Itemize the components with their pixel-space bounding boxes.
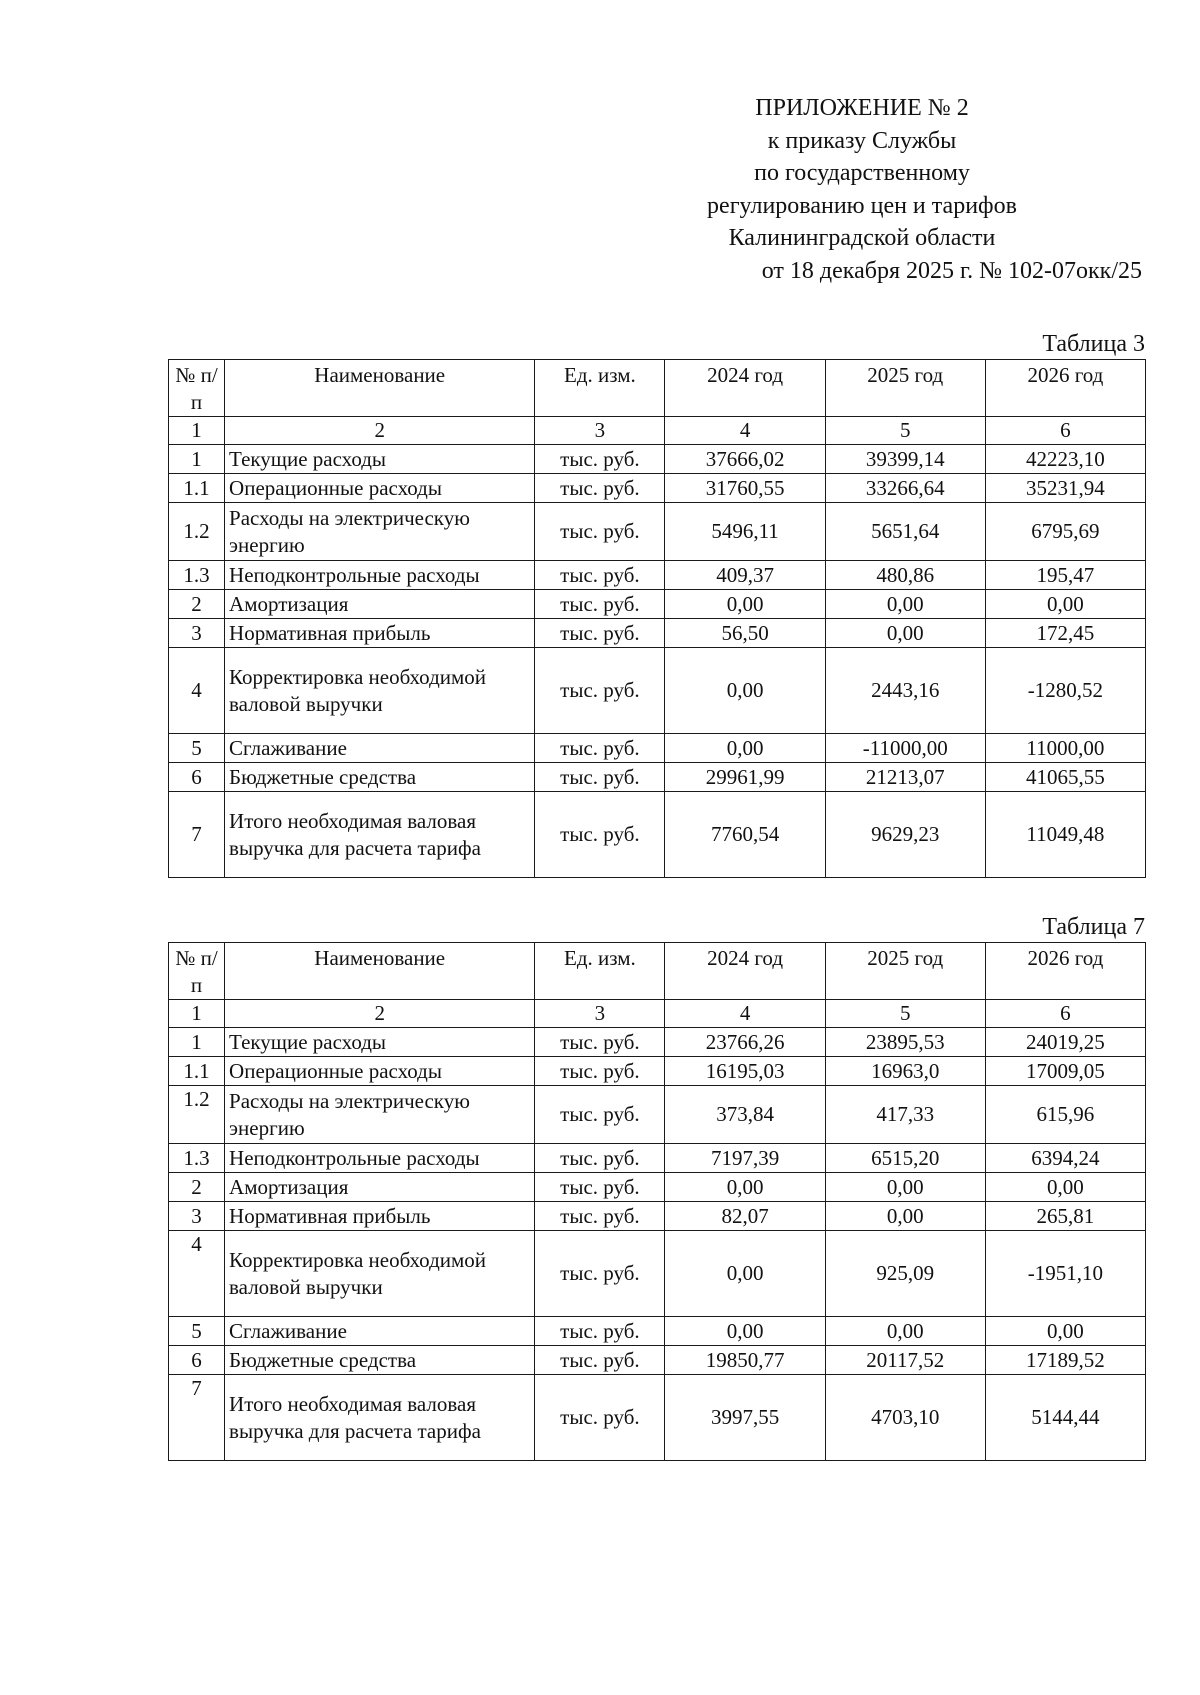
table-header-row [169,360,1146,417]
row-number: 6 [169,763,225,792]
row-name: Итого необходимая валовая выручка для расчета тарифа [225,792,535,878]
header-line-date-number: от 18 декабря 2025 г. № 102-07окк/25 [761,257,1142,284]
row-unit: тыс. руб. [535,648,665,734]
row-name: Нормативная прибыль [225,1202,535,1231]
value-2026: -1951,10 [985,1231,1145,1317]
value-2026: 265,81 [985,1202,1145,1231]
column-numbers-row [169,417,1146,445]
row-name: Неподконтрольные расходы [225,561,535,590]
column-number: 1 [169,1000,225,1028]
table-7 [168,942,1146,1461]
value-2026: 24019,25 [985,1028,1145,1057]
value-2024: 31760,55 [665,474,825,503]
value-2026: 0,00 [985,590,1145,619]
row-name: Операционные расходы [225,474,535,503]
value-2024: 82,07 [665,1202,825,1231]
row-number: 3 [169,619,225,648]
column-header-number: № п/п [169,360,225,417]
value-2025: 20117,52 [825,1346,985,1375]
row-unit: тыс. руб. [535,792,665,878]
row-unit: тыс. руб. [535,503,665,561]
row-number: 1.3 [169,1144,225,1173]
row-name: Сглаживание [225,1317,535,1346]
value-2026: 0,00 [985,1173,1145,1202]
appendix-title: ПРИЛОЖЕНИЕ № 2 [755,95,969,121]
table-row [169,503,1146,561]
row-unit: тыс. руб. [535,474,665,503]
value-2025: 2443,16 [825,648,985,734]
table-row [169,1028,1146,1057]
row-unit: тыс. руб. [535,1375,665,1461]
column-header-2026: 2026 год [985,360,1145,417]
row-number: 1.1 [169,474,225,503]
row-unit: тыс. руб. [535,1057,665,1086]
column-header-2025: 2025 год [825,360,985,417]
value-2025: 21213,07 [825,763,985,792]
column-header-2024: 2024 год [665,360,825,417]
table-row [169,590,1146,619]
row-number: 7 [169,792,225,878]
value-2024: 0,00 [665,1173,825,1202]
value-2024: 37666,02 [665,445,825,474]
value-2025: 39399,14 [825,445,985,474]
value-2024: 0,00 [665,1317,825,1346]
column-header-2026: 2026 год [985,943,1145,1000]
row-number: 1 [169,1028,225,1057]
value-2025: 417,33 [825,1086,985,1144]
row-unit: тыс. руб. [535,763,665,792]
row-unit: тыс. руб. [535,1144,665,1173]
value-2026: 5144,44 [985,1375,1145,1461]
value-2026: 35231,94 [985,474,1145,503]
value-2024: 56,50 [665,619,825,648]
table-row [169,1057,1146,1086]
value-2024: 0,00 [665,734,825,763]
header-line-regulation: регулированию цен и тарифов [707,192,1017,219]
row-number: 3 [169,1202,225,1231]
table-row [169,1346,1146,1375]
table-3-label: Таблица 3 [1042,331,1145,357]
table-row [169,1231,1146,1317]
table-row [169,561,1146,590]
table-row [169,1317,1146,1346]
value-2025: 0,00 [825,1202,985,1231]
row-number: 4 [169,648,225,734]
value-2024: 409,37 [665,561,825,590]
table-row [169,792,1146,878]
value-2025: 16963,0 [825,1057,985,1086]
column-number: 3 [535,417,665,445]
value-2026: 11049,48 [985,792,1145,878]
value-2026: 17009,05 [985,1057,1145,1086]
row-name: Корректировка необходимой валовой выручки [225,648,535,734]
column-number: 5 [825,417,985,445]
table-row [169,648,1146,734]
column-header-2024: 2024 год [665,943,825,1000]
value-2025: 33266,64 [825,474,985,503]
value-2025: 6515,20 [825,1144,985,1173]
table-row [169,619,1146,648]
value-2026: 41065,55 [985,763,1145,792]
value-2024: 7197,39 [665,1144,825,1173]
column-number: 2 [225,417,535,445]
table-3 [168,359,1146,878]
column-header-2025: 2025 год [825,943,985,1000]
table-row [169,445,1146,474]
header-line-region: Калининградской области [728,225,996,252]
row-number: 5 [169,734,225,763]
value-2026: 42223,10 [985,445,1145,474]
table-row [169,1173,1146,1202]
table-header-row [169,943,1146,1000]
row-number: 7 [169,1375,225,1461]
value-2026: 6394,24 [985,1144,1145,1173]
column-number: 1 [169,417,225,445]
row-unit: тыс. руб. [535,1317,665,1346]
value-2024: 373,84 [665,1086,825,1144]
column-number: 2 [225,1000,535,1028]
value-2026: 615,96 [985,1086,1145,1144]
row-number: 1.2 [169,503,225,561]
row-number: 1.2 [169,1086,225,1144]
row-name: Амортизация [225,1173,535,1202]
column-header-number: № п/п [169,943,225,1000]
table-row [169,1202,1146,1231]
value-2024: 0,00 [665,1231,825,1317]
column-header-unit: Ед. изм. [535,360,665,417]
column-header-name: Наименование [225,360,535,417]
table-row [169,763,1146,792]
header-line-service: по государственному [754,160,970,187]
value-2024: 3997,55 [665,1375,825,1461]
value-2026: 0,00 [985,1317,1145,1346]
value-2024: 7760,54 [665,792,825,878]
row-number: 1.1 [169,1057,225,1086]
row-unit: тыс. руб. [535,1173,665,1202]
row-number: 5 [169,1317,225,1346]
row-name: Неподконтрольные расходы [225,1144,535,1173]
value-2026: 172,45 [985,619,1145,648]
row-number: 6 [169,1346,225,1375]
row-unit: тыс. руб. [535,1028,665,1057]
value-2026: -1280,52 [985,648,1145,734]
value-2026: 17189,52 [985,1346,1145,1375]
value-2025: 4703,10 [825,1375,985,1461]
row-unit: тыс. руб. [535,734,665,763]
value-2024: 29961,99 [665,763,825,792]
value-2025: 0,00 [825,619,985,648]
row-number: 2 [169,590,225,619]
table-row [169,734,1146,763]
value-2024: 5496,11 [665,503,825,561]
row-name: Расходы на электрическую энергию [225,503,535,561]
row-unit: тыс. руб. [535,1202,665,1231]
value-2026: 6795,69 [985,503,1145,561]
value-2025: 0,00 [825,1173,985,1202]
row-name: Операционные расходы [225,1057,535,1086]
row-unit: тыс. руб. [535,590,665,619]
column-number: 6 [985,417,1145,445]
table-7-label: Таблица 7 [1042,914,1145,940]
value-2025: 9629,23 [825,792,985,878]
row-number: 1 [169,445,225,474]
row-name: Бюджетные средства [225,1346,535,1375]
appendix-header [582,92,1142,288]
column-number: 5 [825,1000,985,1028]
value-2024: 19850,77 [665,1346,825,1375]
row-unit: тыс. руб. [535,619,665,648]
value-2024: 16195,03 [665,1057,825,1086]
row-number: 1.3 [169,561,225,590]
header-line-order: к приказу Службы [767,127,957,154]
value-2024: 0,00 [665,590,825,619]
row-name: Итого необходимая валовая выручка для расчета тарифа [225,1375,535,1461]
row-number: 4 [169,1231,225,1317]
table-row [169,474,1146,503]
value-2026: 11000,00 [985,734,1145,763]
row-name: Текущие расходы [225,445,535,474]
row-name: Амортизация [225,590,535,619]
table-row [169,1375,1146,1461]
value-2024: 23766,26 [665,1028,825,1057]
column-numbers-row [169,1000,1146,1028]
row-unit: тыс. руб. [535,1231,665,1317]
row-unit: тыс. руб. [535,1346,665,1375]
row-name: Корректировка необходимой валовой выручки [225,1231,535,1317]
value-2025: -11000,00 [825,734,985,763]
table-row [169,1144,1146,1173]
row-unit: тыс. руб. [535,445,665,474]
row-unit: тыс. руб. [535,1086,665,1144]
value-2026: 195,47 [985,561,1145,590]
value-2025: 480,86 [825,561,985,590]
row-name: Бюджетные средства [225,763,535,792]
column-header-name: Наименование [225,943,535,1000]
column-number: 6 [985,1000,1145,1028]
value-2025: 0,00 [825,590,985,619]
value-2025: 0,00 [825,1317,985,1346]
value-2024: 0,00 [665,648,825,734]
value-2025: 925,09 [825,1231,985,1317]
row-unit: тыс. руб. [535,561,665,590]
value-2025: 23895,53 [825,1028,985,1057]
row-name: Расходы на электрическую энергию [225,1086,535,1144]
column-number: 4 [665,417,825,445]
table-row [169,1086,1146,1144]
row-name: Сглаживание [225,734,535,763]
value-2025: 5651,64 [825,503,985,561]
column-header-unit: Ед. изм. [535,943,665,1000]
column-number: 4 [665,1000,825,1028]
row-number: 2 [169,1173,225,1202]
column-number: 3 [535,1000,665,1028]
row-name: Текущие расходы [225,1028,535,1057]
row-name: Нормативная прибыль [225,619,535,648]
